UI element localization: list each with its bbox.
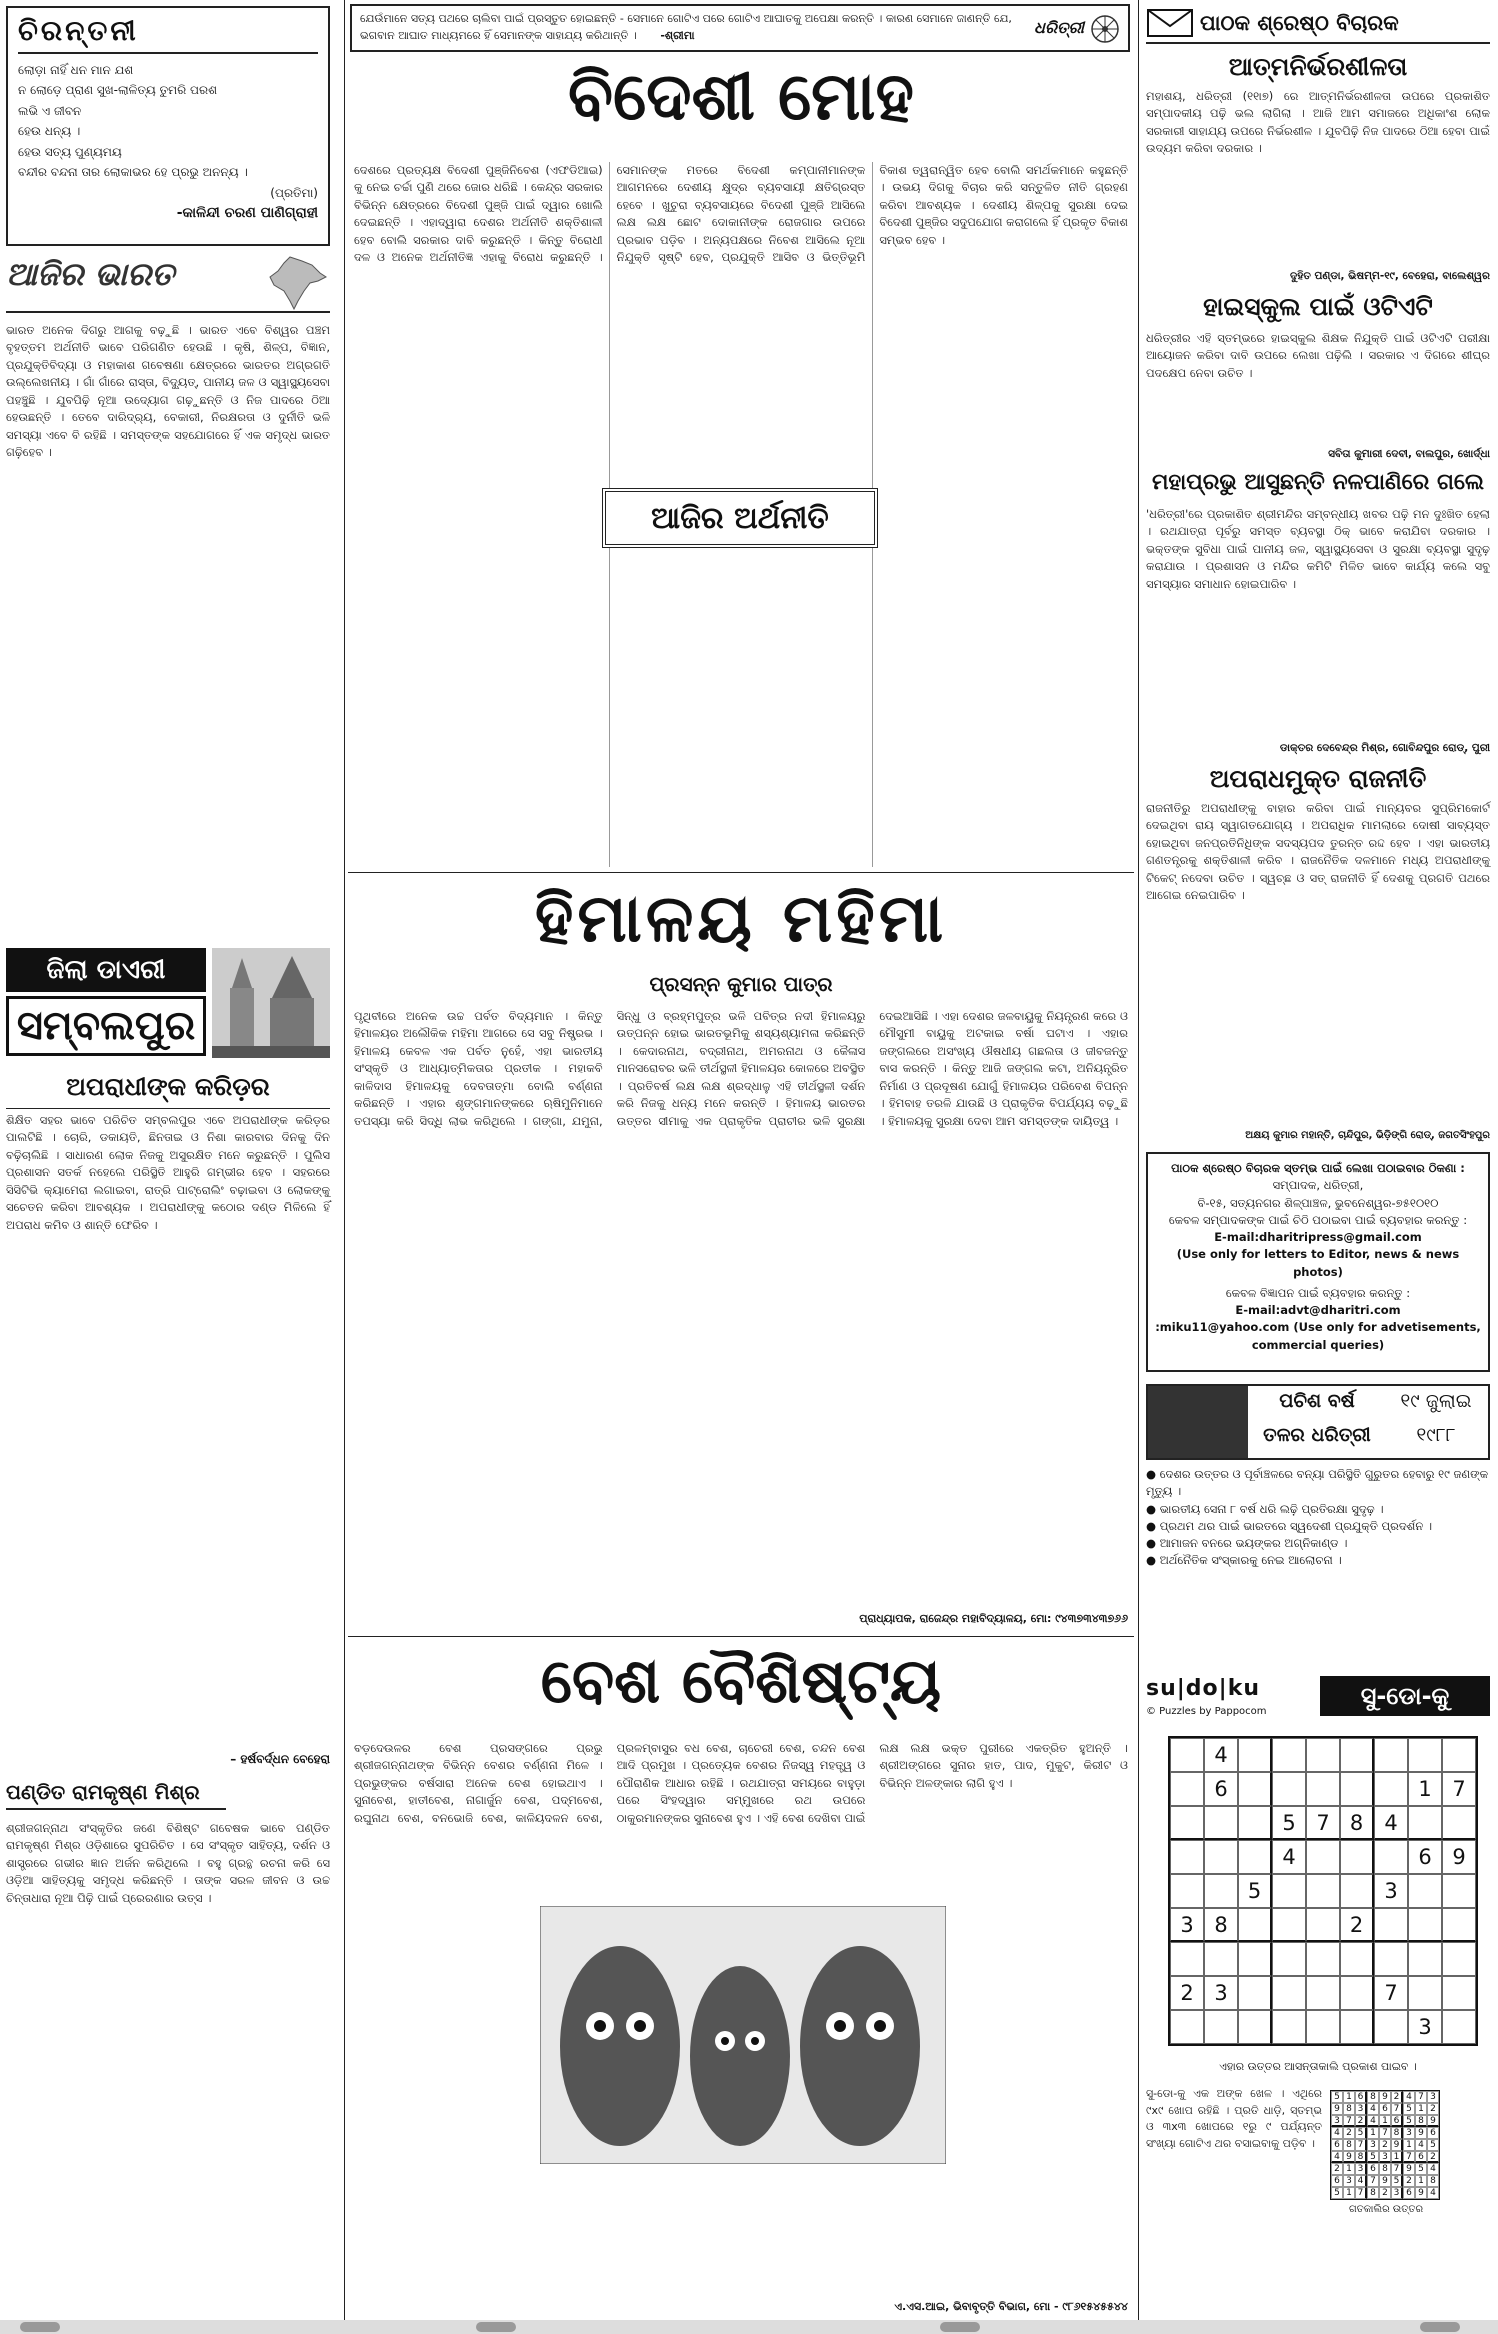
pathak-title: ପାଠକ ଶ୍ରେଷ୍ଠ ବିଚାରକ	[1200, 10, 1399, 35]
sudoku-cell[interactable]	[1340, 1772, 1374, 1806]
atma-signature: ଦୁହିତ ପଣ୍ଡା, ଭିଷମ୍ମ-୧୯, ବେହେରା, ବାଲେଶ୍ୱର	[1290, 270, 1490, 282]
sudoku-cell[interactable]	[1170, 1806, 1204, 1840]
paachisa-varsha: ପଚିଶ ବର୍ଷ	[1279, 1390, 1355, 1412]
jagannath-trinity-photo	[540, 1906, 946, 2164]
address-line: ସମ୍ପାଦକ, ଧରିତ୍ରୀ,	[1272, 1178, 1364, 1193]
solution-cell: 2	[1403, 2175, 1415, 2187]
besha-baishishtya-headline: ବେଶ ବୈଶିଷ୍ଟ୍ୟ	[540, 1644, 942, 1717]
sudoku-cell[interactable]	[1442, 1908, 1476, 1942]
right-column	[1142, 0, 1494, 2334]
sudoku-cell[interactable]: 1	[1408, 1772, 1442, 1806]
sudoku-cell[interactable]	[1272, 1772, 1306, 1806]
himalaya-author: ପ୍ରସନ୍ନ କୁମାର ପାତ୍ର	[649, 972, 833, 996]
editor-email-link[interactable]: E-mail:dharitripress@gmail.com	[1214, 1230, 1422, 1244]
solution-cell: 2	[1427, 2103, 1439, 2115]
history-item: ● ଆମାଜନ ବନରେ ଭୟଙ୍କର ଅଗ୍ନିକାଣ୍ଡ ।	[1146, 1536, 1348, 1550]
sudoku-cell[interactable]	[1238, 1806, 1272, 1840]
envelope-icon	[1146, 8, 1194, 38]
solution-cell: 6	[1403, 2187, 1415, 2199]
solution-cell: 1	[1367, 2127, 1379, 2139]
solution-cell: 7	[1367, 2175, 1379, 2187]
address-line: ବି-୧୫, ସତ୍ୟନଗର ଶିଳ୍ପାଞ୍ଚଳ, ଭୁବନେଶ୍ୱର-୭୫୧୦୧୦	[1197, 1195, 1439, 1210]
sudoku-cell[interactable]: 7	[1374, 1976, 1408, 2010]
quote-author: -ଶ୍ରୀମା	[660, 29, 695, 43]
sudoku-cell[interactable]: 2	[1340, 1908, 1374, 1942]
solution-cell: 7	[1355, 2139, 1367, 2151]
sudoku-cell[interactable]: 4	[1272, 1840, 1306, 1874]
solution-cell: 4	[1415, 2139, 1427, 2151]
mahaprabhu-title: ମହାପ୍ରଭୁ ଆସୁଛନ୍ତି ନଳପାଣିରେ ଗଲେ	[1151, 470, 1485, 495]
solution-cell: 5	[1331, 2187, 1343, 2199]
mahaprabhu-body: 'ଧରିତ୍ରୀ'ରେ ପ୍ରକାଶିତ ଶ୍ରୀମନ୍ଦିର ସମ୍ବନ୍ଧୀୟ ଖବର ପଢ଼ି ମନ ଦୁଃଖିତ ହେଲା । ରଥଯାତ୍ରା ପୂର୍ବରୁ ସମସ୍ତ ବ୍ୟବସ୍ଥା ଠିକ୍ ଭାବେ କରାଯିବା ଦରକାର । ଭକ୍ତଙ୍କ ସୁବିଧା ପାଇଁ ପାନୀୟ ଜଳ, ସ୍ୱାସ୍ଥ୍ୟସେବା ଓ ସୁରକ୍ଷା ବ୍ୟବସ୍ଥା ସୁଦୃଢ଼ କରାଯାଉ । ପ୍ରଶାସନ ଓ ମନ୍ଦିର କମିଟି ମିଳିତ ଭାବେ କାର୍ଯ୍ୟ କଲେ ସବୁ ସମସ୍ୟାର ସମାଧାନ ହୋଇପାରିବ ।	[1146, 507, 1490, 591]
ramakrushna-body: ଶ୍ରୀଜଗନ୍ନାଥ ସଂସ୍କୃତିର ଜଣେ ବିଶିଷ୍ଟ ଗବେଷକ ଭାବେ ପଣ୍ଡିତ ରାମକୃଷ୍ଣ ମିଶ୍ର ଓଡ଼ିଶାରେ ସୁପରିଚିତ । ସେ ସଂସ୍କୃତ ସାହିତ୍ୟ, ଦର୍ଶନ ଓ ଶାସ୍ତ୍ରରେ ଗଭୀର ଜ୍ଞାନ ଅର୍ଜନ କରିଥିଲେ । ବହୁ ଗ୍ରନ୍ଥ ରଚନା କରି ସେ ଓଡ଼ିଆ ସାହିତ୍ୟକୁ ସମୃଦ୍ଧ କରିଛନ୍ତି । ତାଙ୍କ ସରଳ ଜୀବନ ଓ ଉଚ୍ଚ ଚିନ୍ତାଧାରା ନୂଆ ପିଢ଼ି ପାଇଁ ପ୍ରେରଣାର ଉତ୍ସ ।	[6, 1821, 330, 1905]
solution-cell: 3	[1427, 2091, 1439, 2103]
zilla-diary-label: ଜିଲା ଡାଏରୀ	[6, 948, 206, 992]
sudoku-cell[interactable]	[1408, 1874, 1442, 1908]
sudoku-cell[interactable]	[1170, 1942, 1204, 1976]
sudoku-cell[interactable]: 2	[1170, 1976, 1204, 2010]
solution-cell: 8	[1379, 2163, 1391, 2175]
sudoku-cell[interactable]	[1272, 1942, 1306, 1976]
solution-cell: 4	[1427, 2187, 1439, 2199]
solution-cell: 3	[1391, 2187, 1403, 2199]
sudoku-cell[interactable]: 3	[1170, 1908, 1204, 1942]
sudoku-cell[interactable]: 4	[1374, 1806, 1408, 1840]
india-map-icon	[260, 255, 330, 311]
videshi-moha-body: ଦେଶରେ ପ୍ରତ୍ୟକ୍ଷ ବିଦେଶୀ ପୁଞ୍ଜିନିବେଶ (ଏଫଡିଆଇ) କୁ ନେଇ ଚର୍ଚ୍ଚା ପୁଣି ଥରେ ଜୋର ଧରିଛି । କେନ୍ଦ୍ର ସରକାର ବିଭିନ୍ନ କ୍ଷେତ୍ରରେ ବିଦେଶୀ ପୁଞ୍ଜି ପାଇଁ ଦ୍ୱାର ଖୋଲି ଦେଇଛନ୍ତି । ଏହାଦ୍ୱାରା ଦେଶର ଅର୍ଥନୀତି ଶକ୍ତିଶାଳୀ ହେବ ବୋଲି ସରକାର ଦାବି କରୁଛନ୍ତି । କିନ୍ତୁ ବିରୋଧୀ ଦଳ ଓ ଅନେକ ଅର୍ଥନୀତିଜ୍ଞ ଏହାକୁ ବିରୋଧ କରୁଛନ୍ତି । ସେମାନଙ୍କ ମତରେ ବିଦେଶୀ କମ୍ପାନୀମାନଙ୍କ ଆଗମନରେ ଦେଶୀୟ କ୍ଷୁଦ୍ର ବ୍ୟବସାୟୀ କ୍ଷତିଗ୍ରସ୍ତ ହେବେ । ଖୁଚୁରା ବ୍ୟବସାୟରେ ବିଦେଶୀ ପୁଞ୍ଜି ଆସିଲେ ଲକ୍ଷ ଲକ୍ଷ ଛୋଟ ଦୋକାନୀଙ୍କ ରୋଜଗାର ଉପରେ ପ୍ରଭାବ ପଡ଼ିବ । ଅନ୍ୟପକ୍ଷରେ ନିବେଶ ଆସିଲେ ନୂଆ ନିଯୁକ୍ତି ସୃଷ୍ଟି ହେବ, ପ୍ରଯୁକ୍ତି ଆସିବ ଓ ଭିତ୍ତିଭୂମି ବିକାଶ ତ୍ୱରାନ୍ୱିତ ହେବ ବୋଲି ସମର୍ଥକମାନେ କହୁଛନ୍ତି । ଉଭୟ ଦିଗକୁ ବିଚାର କରି ସନ୍ତୁଳିତ ନୀତି ଗ୍ରହଣ କରିବା ଆବଶ୍ୟକ । ଦେଶୀୟ ଶିଳ୍ପକୁ ସୁରକ୍ଷା ଦେଇ ବିଦେଶୀ ପୁଞ୍ଜିର ସଦୁପଯୋଗ କରାଗଲେ ହିଁ ପ୍ରକୃତ ବିକାଶ ସମ୍ଭବ ହେବ ।	[354, 163, 1128, 265]
editor-email-note: (Use only for letters to Editor, news & news photos)	[1176, 1247, 1460, 1279]
high-title: ହାଇସ୍କୁଲ ପାଇଁ ଓଟିଏଟି	[1203, 292, 1433, 321]
sudoku-cell[interactable]	[1170, 1874, 1204, 1908]
solution-cell: 9	[1427, 2115, 1439, 2127]
sudoku-cell[interactable]	[1238, 2010, 1272, 2044]
temple-photo	[212, 948, 330, 1058]
besha-signature: ଏ.ଏସ.ଆଇ, ଭିବାବୃତ୍ତି ବିଭାଗ, ମୋ - ୯୮୬୧୫୪୫୫୪୪	[894, 2300, 1128, 2313]
solution-cell: 3	[1331, 2115, 1343, 2127]
solution-cell: 2	[1379, 2187, 1391, 2199]
sudoku-cell[interactable]	[1374, 1738, 1408, 1772]
sudoku-cell[interactable]	[1340, 1840, 1374, 1874]
ajira-bharat-header	[6, 255, 330, 313]
ajira-bharat-body: ଭାରତ ଅନେକ ଦିଗରୁ ଆଗକୁ ବଢ଼ୁଛି । ଭାରତ ଏବେ ବିଶ୍ୱର ପଞ୍ଚମ ବୃହତ୍ତମ ଅର୍ଥନୀତି ଭାବେ ପରିଗଣିତ ହେଉଛି । କୃଷି, ଶିଳ୍ପ, ବିଜ୍ଞାନ, ପ୍ରଯୁକ୍ତିବିଦ୍ୟା ଓ ମହାକାଶ ଗବେଷଣା କ୍ଷେତ୍ରରେ ଭାରତର ଅଗ୍ରଗତି ଉଲ୍ଲେଖନୀୟ । ଗାଁ ଗାଁରେ ରାସ୍ତା, ବିଦ୍ୟୁତ୍, ପାନୀୟ ଜଳ ଓ ସ୍ୱାସ୍ଥ୍ୟସେବା ପହଞ୍ଚୁଛି । ଯୁବପିଢ଼ି ନୂଆ ଉଦ୍ୟୋଗ ଗଢ଼ୁଛନ୍ତି ଓ ନିଜ ପାଦରେ ଠିଆ ହେଉଛନ୍ତି । ତେବେ ଦାରିଦ୍ର୍ୟ, ବେକାରୀ, ନିରକ୍ଷରତା ଓ ଦୁର୍ନୀତି ଭଳି ସମସ୍ୟା ଏବେ ବି ରହିଛି । ସମସ୍ତଙ୍କ ସହଯୋଗରେ ହିଁ ଏକ ସମୃଦ୍ଧ ଭାରତ ଗଢ଼ିହେବ ।	[6, 323, 330, 460]
solution-cell: 4	[1331, 2127, 1343, 2139]
solution-cell: 7	[1343, 2115, 1355, 2127]
sudoku-grid[interactable]	[1168, 1736, 1478, 2046]
sudoku-cell[interactable]	[1238, 1976, 1272, 2010]
sudoku-cell[interactable]	[1204, 1840, 1238, 1874]
aparadha-signature: ଅକ୍ଷୟ କୁମାର ମହାନ୍ତି, ଚାନ୍ଦିପୁର, ଭିଡ଼ିଙ୍ଗି ରୋଡ୍, ଜଗତସିଂହପୁର	[1245, 1130, 1490, 1141]
sudoku-cell[interactable]	[1408, 1942, 1442, 1976]
sudoku-cell[interactable]: 9	[1442, 1840, 1476, 1874]
sudoku-cell[interactable]	[1272, 1738, 1306, 1772]
puzzles-by: © Puzzles by Pappocom	[1146, 1706, 1267, 1717]
himalaya-signature: ପ୍ରାଧ୍ୟାପକ, ରାଜେନ୍ଦ୍ର ମହାବିଦ୍ୟାଳୟ, ମୋ: ୯୪୩୭୩୪୩୭୬୬	[859, 1612, 1128, 1625]
solution-cell: 6	[1355, 2091, 1367, 2103]
solution-cell: 7	[1403, 2151, 1415, 2163]
sambalpur-label: ସମ୍ବଲପୁର	[6, 996, 206, 1056]
quote-text: ଯେଉଁମାନେ ସତ୍ୟ ପଥରେ ଚାଲିବା ପାଇଁ ପ୍ରସ୍ତୁତ ହୋଇଛନ୍ତି - ସେମାନେ ଗୋଟିଏ ପରେ ଗୋଟିଏ ଆଘାତକୁ ଅପେକ୍ଷା କରନ୍ତି । କାରଣ ସେମାନେ ଜାଣନ୍ତି ଯେ, ଭଗବାନ ଆଘାତ ମାଧ୍ୟମରେ ହିଁ ସେମାନଙ୍କ ସାହାଯ୍ୟ କରିଥାନ୍ତି ।	[360, 12, 1012, 43]
solution-cell: 6	[1415, 2151, 1427, 2163]
sudoku-cell[interactable]: 6	[1408, 1840, 1442, 1874]
solution-cell: 2	[1343, 2127, 1355, 2139]
poem-line: ଲଭି ଏ ଜୀବନ	[18, 103, 82, 118]
sudoku-cell[interactable]	[1272, 1908, 1306, 1942]
solution-cell: 7	[1379, 2127, 1391, 2139]
history-item: ● ଭାରତୀୟ ସେନା ୮ ବର୍ଷ ଧରି ଲଢ଼ି ପ୍ରତିରକ୍ଷା ସୁଦୃଢ଼ ।	[1146, 1501, 1384, 1516]
solution-cell: 1	[1403, 2139, 1415, 2151]
sudoku-cell[interactable]: 8	[1340, 1806, 1374, 1840]
scroll-marker	[1420, 2322, 1460, 2332]
solution-cell: 9	[1415, 2127, 1427, 2139]
sudoku-cell[interactable]	[1238, 1942, 1272, 1976]
solution-cell: 8	[1391, 2127, 1403, 2139]
scroll-marker	[940, 2322, 980, 2332]
sudoku-cell[interactable]	[1204, 1806, 1238, 1840]
poem-line: ନ ଲୋଡ଼େ ପ୍ରାଣ ସୁଖ-ଲାଳିତ୍ୟ ତୁମରି ପରଶ	[18, 83, 218, 98]
left-column	[0, 0, 340, 2334]
solution-cell: 2	[1391, 2091, 1403, 2103]
address-note: କେବଳ ସମ୍ପାଦକଙ୍କ ପାଇଁ ଚିଠି ପଠାଇବା ପାଇଁ ବ୍ୟବହାର କରନ୍ତୁ :	[1168, 1212, 1468, 1227]
solution-cell: 6	[1331, 2175, 1343, 2187]
scroll-marker	[476, 2322, 516, 2332]
solution-cell: 9	[1415, 2187, 1427, 2199]
sudoku-cell[interactable]: 5	[1238, 1874, 1272, 1908]
solution-cell: 9	[1379, 2175, 1391, 2187]
solution-cell: 1	[1343, 2187, 1355, 2199]
poem-line: ହେଉ ଧନ୍ୟ ।	[18, 124, 81, 139]
solution-cell: 4	[1331, 2151, 1343, 2163]
section-divider	[348, 872, 1134, 873]
sudoku-cell[interactable]: 8	[1204, 1908, 1238, 1942]
sudoku-cell[interactable]: 6	[1204, 1772, 1238, 1806]
solution-cell: 9	[1331, 2103, 1343, 2115]
sudoku-cell[interactable]	[1442, 2010, 1476, 2044]
solution-cell: 5	[1331, 2091, 1343, 2103]
poem-author: -କାଳିନ୍ଦୀ ଚରଣ ପାଣିଗ୍ରାହୀ	[176, 205, 318, 222]
sudoku-cell[interactable]	[1306, 1976, 1340, 2010]
sudoku-cell[interactable]	[1170, 2010, 1204, 2044]
aparadhi-title: ଅପରାଧୀଙ୍କ କରିଡ଼ର	[6, 1072, 330, 1109]
scroll-marker	[20, 2322, 60, 2332]
solution-cell: 8	[1427, 2175, 1439, 2187]
solution-cell: 5	[1391, 2175, 1403, 2187]
sudoku-cell[interactable]	[1442, 1874, 1476, 1908]
history-list	[1146, 1466, 1490, 1570]
solution-caption: ଗତକାଲିର ଉତ୍ତର	[1348, 2204, 1424, 2215]
adv-note: କେବଳ ବିଜ୍ଞାପନ ପାଇଁ ବ୍ୟବହାର କରନ୍ତୁ :	[1225, 1285, 1411, 1300]
column-divider	[344, 0, 345, 2334]
sudoku-cell[interactable]	[1238, 1908, 1272, 1942]
sudoku-cell[interactable]	[1204, 2010, 1238, 2044]
section-divider	[348, 1636, 1134, 1637]
solution-cell: 1	[1343, 2163, 1355, 2175]
solution-cell: 3	[1403, 2127, 1415, 2139]
sudoku-note: ଏହାର ଉତ୍ତର ଆସନ୍ତାକାଲି ପ୍ରକାଶ ପାଇବ ।	[1219, 2060, 1417, 2073]
history-item: ● ଦେଶର ଉତ୍ତର ଓ ପୂର୍ବାଞ୍ଚଳରେ ବନ୍ୟା ପରିସ୍ଥିତି ଗୁରୁତର ହେବାରୁ ୧୯ ଜଣଙ୍କ ମୃତ୍ୟୁ ।	[1146, 1467, 1489, 1499]
ramakrushna-title: ପଣ୍ଡିତ ରାମକୃଷ୍ଣ ମିଶ୍ର	[6, 1780, 226, 1810]
ajira-arthaniti-label: ଆଜିର ଅର୍ଥନୀତି	[651, 500, 829, 536]
solution-cell: 9	[1379, 2091, 1391, 2103]
solution-cell: 2	[1331, 2163, 1343, 2175]
solution-cell: 1	[1343, 2091, 1355, 2103]
address-box	[1146, 1152, 1490, 1372]
sudoku-cell[interactable]	[1238, 1840, 1272, 1874]
sudoku-cell[interactable]	[1306, 1942, 1340, 1976]
sudoku-cell[interactable]	[1374, 1840, 1408, 1874]
center-column	[348, 0, 1134, 2334]
history-item: ● ପ୍ରଥମ ଥର ପାଇଁ ଭାରତରେ ସ୍ୱଦେଶୀ ପ୍ରଯୁକ୍ତି ପ୍ରଦର୍ଶନ ।	[1146, 1518, 1433, 1533]
solution-cell: 1	[1379, 2115, 1391, 2127]
solution-text: ସୁ-ଡୋ-କୁ ଏକ ଅଙ୍କ ଖେଳ । ଏଥିରେ ୯x୯ ଖୋପ ରହିଛି । ପ୍ରତି ଧାଡ଼ି, ସ୍ତମ୍ଭ ଓ ୩x୩ ଖୋପରେ ୧ରୁ ୯ ପର୍ଯ୍ୟନ୍ତ ସଂଖ୍ୟା ଗୋଟିଏ ଥର ବସାଇବାକୁ ପଡ଼ିବ ।	[1146, 2087, 1322, 2151]
sudoku-cell[interactable]	[1306, 1738, 1340, 1772]
sudoku-cell[interactable]	[1204, 1942, 1238, 1976]
masthead-small: ଧରିତ୍ରୀ	[1034, 18, 1084, 37]
date-line1: ୧୯ ଜୁଲାଇ	[1400, 1390, 1472, 1412]
sudoku-cell[interactable]	[1170, 1738, 1204, 1772]
chakra-icon	[1090, 14, 1120, 44]
solution-cell: 5	[1427, 2139, 1439, 2151]
solution-cell: 7	[1355, 2187, 1367, 2199]
sudoku-cell[interactable]	[1272, 1976, 1306, 2010]
solution-cell: 8	[1415, 2115, 1427, 2127]
atma-title: ଆତ୍ମନିର୍ଭରଶୀଳତା	[1228, 52, 1408, 81]
dharitri-logo	[1148, 1386, 1248, 1458]
sudoku-cell[interactable]	[1340, 1942, 1374, 1976]
solution-cell: 2	[1355, 2115, 1367, 2127]
sudoku-cell[interactable]	[1374, 1942, 1408, 1976]
aparadha-title: ଅପରାଧମୁକ୍ତ ରାଜନୀତି	[1209, 764, 1427, 793]
himalaya-mahima-headline: ହିମାଳୟ ମହିମା	[534, 880, 948, 957]
poem-source: (ପ୍ରତିମା)	[270, 186, 318, 201]
besha-body: ବଡ଼ଦେଉଳର ବେଶ ପ୍ରସଙ୍ଗରେ ପ୍ରଭୁ ଶ୍ରୀଜଗନ୍ନାଥଙ୍କ ବିଭିନ୍ନ ବେଶର ବର୍ଣ୍ଣନା ମିଳେ । ପ୍ରଭୁଙ୍କର ବର୍ଷସାରା ଅନେକ ବେଶ ହୋଇଥାଏ । ସୁନାବେଶ, ହାତୀବେଶ, ନାଗାର୍ଜୁନ ବେଶ, ପଦ୍ମବେଶ, ରଘୁନାଥ ବେଶ, ବନଭୋଜି ବେଶ, କାଳିୟଦଳନ ବେଶ, ପ୍ରଳମ୍ବାସୁର ବଧ ବେଶ, ଚାଚେରୀ ବେଶ, ଚନ୍ଦନ ବେଶ ଆଦି ପ୍ରମୁଖ । ପ୍ରତ୍ୟେକ ବେଶର ନିଜସ୍ୱ ମହତ୍ତ୍ୱ ଓ ପୌରାଣିକ ଆଧାର ରହିଛି । ରଥଯାତ୍ରା ସମୟରେ ବାହୁଡ଼ା ପରେ ସିଂହଦ୍ୱାର ସମ୍ମୁଖରେ ରଥ ଉପରେ ଠାକୁରମାନଙ୍କର ସୁନାବେଶ ହୁଏ । ଏହି ବେଶ ଦେଖିବା ପାଇଁ ଲକ୍ଷ ଲକ୍ଷ ଭକ୍ତ ପୁରୀରେ ଏକତ୍ରିତ ହୁଅନ୍ତି । ଶ୍ରୀଅଙ୍ଗରେ ସୁନାର ହାତ, ପାଦ, ମୁକୁଟ, କିରୀଟ ଓ ବିଭିନ୍ନ ଅଳଙ୍କାର ଲାଗି ହୁଏ ।	[354, 1741, 1128, 1825]
solution-cell: 5	[1403, 2115, 1415, 2127]
ajira-arthaniti-box	[602, 488, 878, 548]
zilla-diary-box	[6, 948, 330, 1066]
solution-cell: 4	[1367, 2115, 1379, 2127]
mahaprabhu-signature: ଡାକ୍ତର ଦେବେନ୍ଦ୍ର ମିଶ୍ର, ଗୋବିନ୍ଦପୁର ରୋଡ୍, ପୁରୀ	[1279, 742, 1490, 754]
solution-cell: 3	[1343, 2175, 1355, 2187]
sudoku-cell[interactable]	[1170, 1772, 1204, 1806]
sudoku-cell[interactable]: 3	[1204, 1976, 1238, 2010]
solution-cell: 4	[1427, 2163, 1439, 2175]
column-divider	[1138, 0, 1139, 2334]
sudoku-cell[interactable]	[1408, 1738, 1442, 1772]
sudoku-cell[interactable]	[1306, 2010, 1340, 2044]
videshi-moha-headline: ବିଦେଶୀ ମୋହ	[568, 58, 914, 135]
sudoku-cell[interactable]	[1374, 2010, 1408, 2044]
sudoku-cell[interactable]	[1170, 1840, 1204, 1874]
solution-cell: 4	[1355, 2175, 1367, 2187]
solution-cell: 5	[1367, 2151, 1379, 2163]
atma-body: ମହାଶୟ, ଧରିତ୍ରୀ (୧୧ା୭) ରେ ଆତ୍ମନିର୍ଭରଶୀଳତା ଉପରେ ପ୍ରକାଶିତ ସମ୍ପାଦକୀୟ ପଢ଼ି ଭଲ ଲାଗିଲା । ଆଜି ଆମ ସମାଜରେ ଅଧିକାଂଶ ଲୋକ ସରକାରୀ ସାହାଯ୍ୟ ଉପରେ ନିର୍ଭରଶୀଳ । ଯୁବପିଢ଼ି ନିଜ ପାଦରେ ଠିଆ ହେବା ପାଇଁ ଉଦ୍ୟମ କରିବା ଦରକାର ।	[1146, 89, 1490, 156]
aparadhi-body: ଶିକ୍ଷିତ ସହର ଭାବେ ପରିଚିତ ସମ୍ବଲପୁର ଏବେ ଅପରାଧୀଙ୍କ କରିଡ଼ର ପାଲଟିଛି । ଚୋରି, ଡକାୟତି, ଛିନତାଇ ଓ ନିଶା କାରବାର ଦିନକୁ ଦିନ ବଢ଼ିଚାଲିଛି । ସାଧାରଣ ଲୋକ ନିଜକୁ ଅସୁରକ୍ଷିତ ମନେ କରୁଛନ୍ତି । ପୁଲିସ ପ୍ରଶାସନ ସତର୍କ ନହେଲେ ପରିସ୍ଥିତି ଆହୁରି ଗମ୍ଭୀର ହେବ । ସହରରେ ସିସିଟିଭି କ୍ୟାମେରା ଲଗାଇବା, ରାତ୍ରି ପାଟ୍ରୋଲିଂ ବଢ଼ାଇବା ଓ ଲୋକଙ୍କୁ ସଚେତନ କରିବା ଆବଶ୍ୟକ । ଅପରାଧୀଙ୍କୁ କଠୋର ଦଣ୍ଡ ମିଳିଲେ ହିଁ ଅପରାଧ କମିବ ଓ ଶାନ୍ତି ଫେରିବ ।	[6, 1113, 330, 1232]
chirantani-box	[6, 6, 330, 246]
bottom-scrollbar[interactable]	[0, 2320, 1498, 2334]
sudoku-cell[interactable]	[1340, 1874, 1374, 1908]
solution-cell: 5	[1415, 2163, 1427, 2175]
solution-cell: 2	[1379, 2139, 1391, 2151]
solution-cell: 6	[1391, 2115, 1403, 2127]
solution-cell: 4	[1367, 2103, 1379, 2115]
solution-cell: 5	[1403, 2103, 1415, 2115]
solution-cell: 8	[1367, 2091, 1379, 2103]
solution-cell: 7	[1391, 2163, 1403, 2175]
sudoku-title: ସୁ-ଡୋ-କୁ	[1320, 1676, 1490, 1716]
sudoku-cell[interactable]: 4	[1204, 1738, 1238, 1772]
sudoku-cell[interactable]: 3	[1408, 2010, 1442, 2044]
solution-cell: 6	[1427, 2127, 1439, 2139]
sudoku-cell[interactable]	[1374, 1908, 1408, 1942]
solution-cell: 3	[1355, 2163, 1367, 2175]
poem	[18, 60, 318, 182]
solution-cell: 6	[1331, 2139, 1343, 2151]
solution-cell: 6	[1367, 2163, 1379, 2175]
adv-email2-link[interactable]: :miku11@yahoo.com (Use only for advetisements, commercial queries)	[1155, 1320, 1481, 1352]
solution-grid	[1330, 2090, 1440, 2200]
sudoku-cell[interactable]	[1306, 1772, 1340, 1806]
sudoku-cell[interactable]	[1272, 1874, 1306, 1908]
solution-cell: 7	[1391, 2103, 1403, 2115]
high-body: ଧରିତ୍ରୀର ଏହି ସ୍ତମ୍ଭରେ ହାଇସ୍କୁଲ ଶିକ୍ଷକ ନିଯୁକ୍ତି ପାଇଁ ଓଟିଏଟି ପରୀକ୍ଷା ଆୟୋଜନ କରିବା ଦାବି ଉପରେ ଲେଖା ପଢ଼ିଲି । ସରକାର ଏ ଦିଗରେ ଶୀଘ୍ର ପଦକ୍ଷେପ ନେବା ଉଚିତ ।	[1146, 331, 1490, 380]
chirantani-title: ଚିରନ୍ତନୀ	[18, 14, 318, 54]
sudoku-brand: su|do|ku	[1146, 1676, 1260, 1701]
sudoku-cell[interactable]	[1238, 1738, 1272, 1772]
sudoku-cell[interactable]	[1340, 1738, 1374, 1772]
solution-cell: 4	[1403, 2091, 1415, 2103]
sudoku-cell[interactable]	[1408, 1976, 1442, 2010]
tala-dharitri: ତଳର ଧରିତ୍ରୀ	[1263, 1424, 1371, 1446]
solution-cell: 8	[1343, 2103, 1355, 2115]
sudoku-cell[interactable]	[1340, 1976, 1374, 2010]
solution-cell: 3	[1355, 2103, 1367, 2115]
solution-cell: 5	[1355, 2127, 1367, 2139]
sudoku-header	[1146, 1676, 1490, 1724]
quote-box	[350, 4, 1130, 52]
sudoku-cell[interactable]	[1306, 1908, 1340, 1942]
sudoku-cell[interactable]	[1442, 1806, 1476, 1840]
sudoku-cell[interactable]	[1408, 1806, 1442, 1840]
history-item: ● ଅର୍ଥନୈତିକ ସଂସ୍କାରକୁ ନେଇ ଆଲୋଚନା ।	[1146, 1553, 1342, 1568]
sudoku-cell[interactable]	[1374, 1772, 1408, 1806]
solution-cell: 7	[1415, 2091, 1427, 2103]
sudoku-cell[interactable]: 3	[1374, 1874, 1408, 1908]
ajira-bharat-title: ଆଜିର ଭାରତ	[6, 255, 175, 293]
sudoku-cell[interactable]	[1204, 1874, 1238, 1908]
sudoku-cell[interactable]: 7	[1442, 1772, 1476, 1806]
solution-cell: 1	[1391, 2151, 1403, 2163]
twenty-five-years-box	[1146, 1384, 1490, 1460]
sudoku-cell[interactable]	[1238, 1772, 1272, 1806]
solution-cell: 9	[1403, 2163, 1415, 2175]
solution-cell: 2	[1427, 2151, 1439, 2163]
solution-cell: 1	[1415, 2175, 1427, 2187]
address-title: ପାଠକ ଶ୍ରେଷ୍ଠ ବିଚାରକ ସ୍ତମ୍ଭ ପାଇଁ ଲେଖା ପଠାଇବାର ଠିକଣା :	[1171, 1161, 1465, 1175]
solution-cell: 8	[1367, 2187, 1379, 2199]
solution-cell: 3	[1379, 2151, 1391, 2163]
poem-line: ହେଉ ସତ୍ୟ ପୁଣ୍ୟମୟ	[18, 144, 122, 159]
sudoku-cell[interactable]	[1340, 2010, 1374, 2044]
poem-line: ଲୋଡ଼ା ନାହିଁ ଧନ ମାନ ଯଶ	[18, 63, 134, 77]
poem-line: ବନ୍ଦୀର ବନ୍ଦନା ତାର ଲୋକାଭର ହେ ପ୍ରଭୁ ଅନନ୍ୟ ।	[18, 164, 248, 179]
solution-cell: 9	[1391, 2139, 1403, 2151]
sudoku-cell[interactable]	[1272, 2010, 1306, 2044]
sudoku-cell[interactable]	[1442, 1976, 1476, 2010]
high-signature: ସବିତା କୁମାରୀ ଦେବୀ, ବାଲପୁର, ଖୋର୍ଦ୍ଧା	[1328, 448, 1490, 460]
sudoku-cell[interactable]	[1306, 1874, 1340, 1908]
sudoku-cell[interactable]	[1408, 1908, 1442, 1942]
himalaya-body: ପୃଥିବୀରେ ଅନେକ ଉଚ୍ଚ ପର୍ବତ ବିଦ୍ୟମାନ । କିନ୍ତୁ ହିମାଳୟର ଅଲୌକିକ ମହିମା ଆଗରେ ସେ ସବୁ ନିଷ୍ପ୍ରଭ । ହିମାଳୟ କେବଳ ଏକ ପର୍ବତ ନୁହେଁ, ଏହା ଭାରତୀୟ ସଂସ୍କୃତି ଓ ଆଧ୍ୟାତ୍ମିକତାର ପ୍ରତୀକ । ମହାକବି କାଳିଦାସ ହିମାଳୟକୁ ଦେବତାତ୍ମା ବୋଲି ବର୍ଣ୍ଣନା କରିଛନ୍ତି । ଏହାର ଶୃଙ୍ଗମାନଙ୍କରେ ଋଷିମୁନିମାନେ ତପସ୍ୟା କରି ସିଦ୍ଧି ଲାଭ କରିଥିଲେ । ଗଙ୍ଗା, ଯମୁନା, ସିନ୍ଧୁ ଓ ବ୍ରହ୍ମପୁତ୍ର ଭଳି ପବିତ୍ର ନଦୀ ହିମାଳୟରୁ ଉତ୍ପନ୍ନ ହୋଇ ଭାରତଭୂମିକୁ ଶସ୍ୟଶ୍ୟାମଳା କରିଛନ୍ତି । କେଦାରନାଥ, ବଦ୍ରୀନାଥ, ଅମରନାଥ ଓ କୈଳାସ ମାନସରୋବର ଭଳି ତୀର୍ଥସ୍ଥଳୀ ହିମାଳୟର କୋଳରେ ଅବସ୍ଥିତ । ପ୍ରତିବର୍ଷ ଲକ୍ଷ ଲକ୍ଷ ଶ୍ରଦ୍ଧାଳୁ ଏହି ତୀର୍ଥସ୍ଥଳୀ ଦର୍ଶନ କରି ନିଜକୁ ଧନ୍ୟ ମନେ କରନ୍ତି । ହିମାଳୟ ଭାରତର ଉତ୍ତର ସୀମାକୁ ଏକ ପ୍ରାକୃତିକ ପ୍ରାଚୀର ଭଳି ସୁରକ୍ଷା ଦେଇଆସିଛି । ଏହା ଦେଶର ଜଳବାୟୁକୁ ନିୟନ୍ତ୍ରଣ କରେ ଓ ମୌସୁମୀ ବାୟୁକୁ ଅଟକାଇ ବର୍ଷା ଘଟାଏ । ଏହାର ଜଙ୍ଗଲରେ ଅସଂଖ୍ୟ ଔଷଧୀୟ ଗଛଲତା ଓ ଜୀବଜନ୍ତୁ ବାସ କରନ୍ତି । କିନ୍ତୁ ଆଜି ଜଙ୍ଗଲ କଟା, ଅନିୟନ୍ତ୍ରିତ ନିର୍ମାଣ ଓ ପ୍ରଦୂଷଣ ଯୋଗୁଁ ହିମାଳୟର ପରିବେଶ ବିପନ୍ନ । ହିମବାହ ତରଳି ଯାଉଛି ଓ ପ୍ରାକୃତିକ ବିପର୍ଯ୍ୟୟ ବଢ଼ୁଛି । ହିମାଳୟକୁ ସୁରକ୍ଷା ଦେବା ଆମ ସମସ୍ତଙ୍କ ଦାୟିତ୍ୱ ।	[354, 1009, 1128, 1128]
sudoku-cell[interactable]: 7	[1306, 1806, 1340, 1840]
solution-cell: 9	[1343, 2151, 1355, 2163]
solution-cell: 3	[1367, 2139, 1379, 2151]
sudoku-cell[interactable]	[1442, 1738, 1476, 1772]
adv-email-link[interactable]: E-mail:advt@dharitri.com	[1235, 1303, 1401, 1317]
solution-cell: 1	[1415, 2103, 1427, 2115]
sudoku-cell[interactable]: 5	[1272, 1806, 1306, 1840]
aparadhi-signature: – ହର୍ଷବର୍ଦ୍ଧନ ବେହେରା	[230, 1752, 330, 1766]
solution-cell: 6	[1379, 2103, 1391, 2115]
solution-cell: 8	[1355, 2151, 1367, 2163]
solution-cell: 8	[1343, 2139, 1355, 2151]
date-line2: ୧୯୮୮	[1416, 1424, 1456, 1446]
aparadha-body: ରାଜନୀତିରୁ ଅପରାଧୀଙ୍କୁ ବାହାର କରିବା ପାଇଁ ମାନ୍ୟବର ସୁପ୍ରିମକୋର୍ଟ ଦେଇଥିବା ରାୟ ସ୍ୱାଗତଯୋଗ୍ୟ । ଅପରାଧିକ ମାମଲାରେ ଦୋଷୀ ସାବ୍ୟସ୍ତ ହୋଇଥିବା ଜନପ୍ରତିନିଧିଙ୍କ ସଦସ୍ୟପଦ ତୁରନ୍ତ ରଦ୍ଦ ହେବ । ଏହା ଭାରତୀୟ ଗଣତନ୍ତ୍ରକୁ ଶକ୍ତିଶାଳୀ କରିବ । ରାଜନୈତିକ ଦଳମାନେ ମଧ୍ୟ ଅପରାଧୀଙ୍କୁ ଟିକେଟ୍ ନଦେବା ଉଚିତ । ସ୍ୱଚ୍ଛ ଓ ସତ୍ ରାଜନୀତି ହିଁ ଦେଶକୁ ପ୍ରଗତି ପଥରେ ଆଗେଇ ନେଇପାରିବ ।	[1146, 801, 1490, 903]
sudoku-cell[interactable]	[1306, 1840, 1340, 1874]
sudoku-cell[interactable]	[1442, 1942, 1476, 1976]
pathak-header	[1146, 4, 1490, 44]
